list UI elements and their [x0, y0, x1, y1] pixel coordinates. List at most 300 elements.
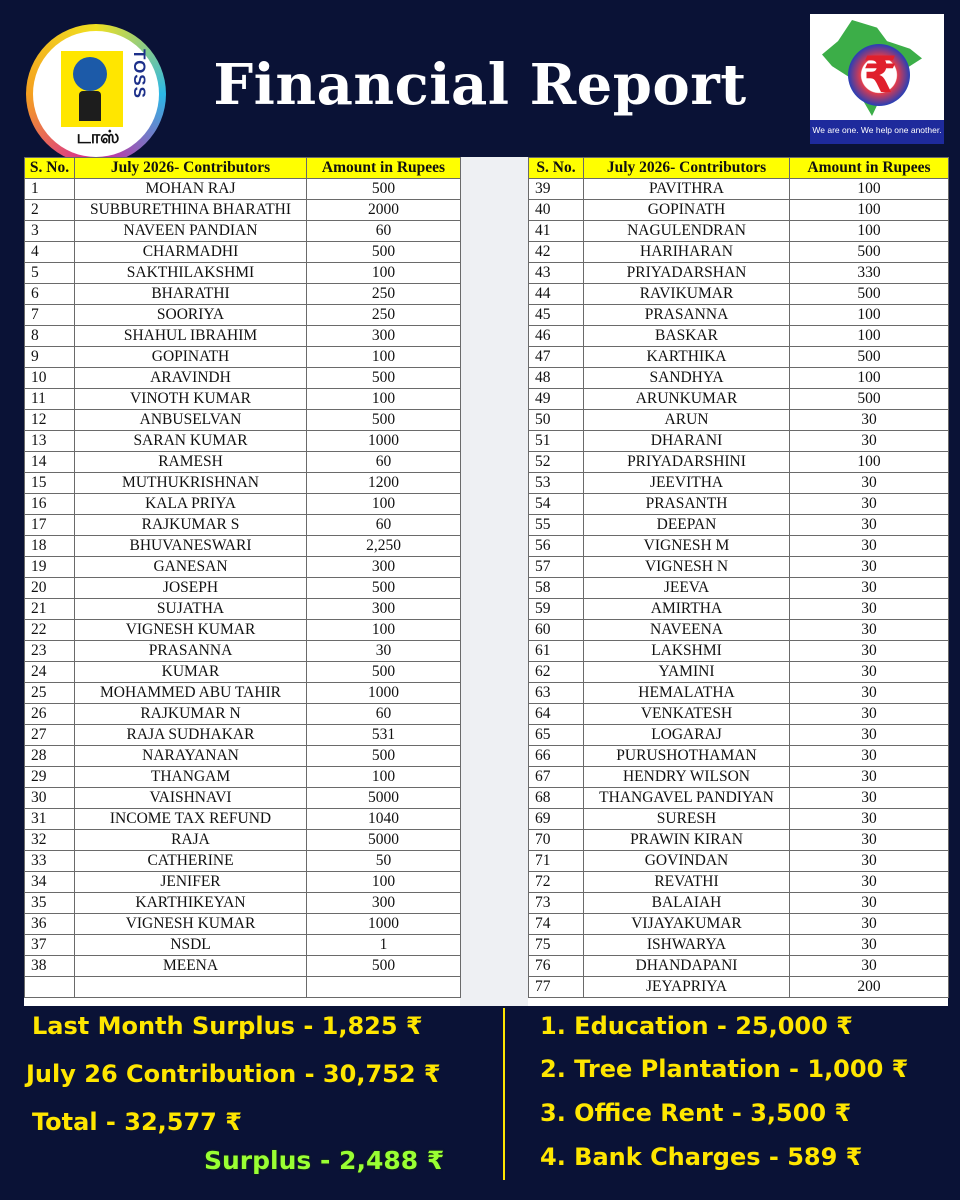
cell-sno: 28: [25, 746, 75, 767]
cell-sno: 58: [529, 578, 584, 599]
cell-contributor: GOPINATH: [584, 200, 790, 221]
cell-contributor: MOHAMMED ABU TAHIR: [75, 683, 307, 704]
table-row: [25, 536, 461, 557]
cell-contributor: JENIFER: [75, 872, 307, 893]
table-row: [25, 179, 461, 200]
cell-contributor: PRAWIN KIRAN: [584, 830, 790, 851]
cell-amount: 2,250: [307, 536, 461, 557]
cell-contributor: BALAIAH: [584, 893, 790, 914]
table-row: [25, 242, 461, 263]
table-row: [25, 347, 461, 368]
cell-contributor: PRASANTH: [584, 494, 790, 515]
table-row: [25, 851, 461, 872]
cell-contributor: INCOME TAX REFUND: [75, 809, 307, 830]
table-row: [529, 788, 949, 809]
cell-amount: 300: [307, 557, 461, 578]
toss-logo-text: TOSS: [130, 49, 149, 99]
table-row: [25, 410, 461, 431]
cell-sno: 71: [529, 851, 584, 872]
cell-contributor: VIGNESH KUMAR: [75, 620, 307, 641]
cell-sno: 23: [25, 641, 75, 662]
cell-amount: 30: [790, 872, 949, 893]
cell-amount: 30: [790, 725, 949, 746]
cell-contributor: NARAYANAN: [75, 746, 307, 767]
cell-amount: 30: [790, 536, 949, 557]
cell-amount: 500: [307, 242, 461, 263]
cell-contributor: PRIYADARSHAN: [584, 263, 790, 284]
table-row: [25, 263, 461, 284]
cell-sno: 66: [529, 746, 584, 767]
cell-contributor: ARAVINDH: [75, 368, 307, 389]
cell-amount: 1000: [307, 914, 461, 935]
total-amount: Total - 32,577 ₹: [32, 1108, 242, 1136]
cell-contributor: RAMESH: [75, 452, 307, 473]
last-month-surplus: Last Month Surplus - 1,825 ₹: [32, 1012, 423, 1040]
cell-contributor: DHARANI: [584, 431, 790, 452]
cell-sno: 17: [25, 515, 75, 536]
column-header-contributor: July 2026- Contributors: [584, 158, 790, 179]
cell-amount: 100: [790, 326, 949, 347]
cell-contributor: KARTHIKA: [584, 347, 790, 368]
cell-sno: 14: [25, 452, 75, 473]
cell-amount: 2000: [307, 200, 461, 221]
cell-amount: 500: [790, 284, 949, 305]
cell-contributor: HENDRY WILSON: [584, 767, 790, 788]
cell-sno: 30: [25, 788, 75, 809]
cell-sno: 24: [25, 662, 75, 683]
cell-amount: 60: [307, 221, 461, 242]
table-row: [25, 809, 461, 830]
table-row: [25, 389, 461, 410]
cell-amount: 30: [790, 956, 949, 977]
cell-contributor: GOPINATH: [75, 347, 307, 368]
cell-amount: 500: [790, 242, 949, 263]
cell-amount: 30: [790, 641, 949, 662]
cell-amount: 30: [790, 893, 949, 914]
cell-sno: 9: [25, 347, 75, 368]
cell-amount: 100: [790, 179, 949, 200]
table-row: [25, 767, 461, 788]
contributors-table-right: [528, 157, 949, 998]
cell-sno: 34: [25, 872, 75, 893]
table-row: [25, 746, 461, 767]
cell-contributor: MUTHUKRISHNAN: [75, 473, 307, 494]
cell-sno: 22: [25, 620, 75, 641]
cell-sno: 69: [529, 809, 584, 830]
cell-contributor: HARIHARAN: [584, 242, 790, 263]
cell-amount: 30: [790, 473, 949, 494]
table-row: [25, 494, 461, 515]
cell-amount: 30: [790, 557, 949, 578]
table-row: [25, 452, 461, 473]
cell-contributor: VIGNESH N: [584, 557, 790, 578]
expense-item: 3. Office Rent - 3,500 ₹: [540, 1099, 852, 1127]
expense-item: 2. Tree Plantation - 1,000 ₹: [540, 1055, 909, 1083]
table-row: [529, 725, 949, 746]
cell-amount: 30: [790, 431, 949, 452]
cell-amount: 60: [307, 515, 461, 536]
cell-sno: 27: [25, 725, 75, 746]
table-row: [529, 851, 949, 872]
cell-contributor: SHAHUL IBRAHIM: [75, 326, 307, 347]
table-row: [529, 935, 949, 956]
cell-sno: 60: [529, 620, 584, 641]
cell-amount: 500: [307, 368, 461, 389]
cell-amount: 30: [790, 704, 949, 725]
cell-contributor: VIGNESH KUMAR: [75, 914, 307, 935]
cell-contributor: RAJKUMAR N: [75, 704, 307, 725]
cell-sno: 76: [529, 956, 584, 977]
cell-amount: 500: [307, 662, 461, 683]
cell-contributor: VIJAYAKUMAR: [584, 914, 790, 935]
cell-sno: 38: [25, 956, 75, 977]
cell-sno: 55: [529, 515, 584, 536]
cell-contributor: SANDHYA: [584, 368, 790, 389]
spreadsheet-gap: [460, 157, 528, 1006]
table-row: [25, 683, 461, 704]
table-row: [529, 536, 949, 557]
cell-contributor: VAISHNAVI: [75, 788, 307, 809]
cell-amount: 1040: [307, 809, 461, 830]
cell-contributor: VENKATESH: [584, 704, 790, 725]
table-row: [25, 704, 461, 725]
cell-amount: 1200: [307, 473, 461, 494]
cell-sno: 39: [529, 179, 584, 200]
cell-contributor: HEMALATHA: [584, 683, 790, 704]
table-row: [25, 830, 461, 851]
table-row: [529, 893, 949, 914]
table-row: [529, 347, 949, 368]
table-row: [529, 641, 949, 662]
table-row: [529, 956, 949, 977]
cell-contributor: THANGAM: [75, 767, 307, 788]
cell-amount: 100: [307, 494, 461, 515]
cell-amount: 531: [307, 725, 461, 746]
rupee-logo: [810, 14, 944, 144]
table-row: [25, 893, 461, 914]
table-row: [529, 284, 949, 305]
cell-contributor: ARUN: [584, 410, 790, 431]
cell-amount: 50: [307, 851, 461, 872]
cell-amount: 100: [307, 767, 461, 788]
cell-contributor: KARTHIKEYAN: [75, 893, 307, 914]
cell-amount: 100: [307, 263, 461, 284]
cell-sno: 43: [529, 263, 584, 284]
cell-contributor: GOVINDAN: [584, 851, 790, 872]
table-row: [529, 704, 949, 725]
cell-contributor: SAKTHILAKSHMI: [75, 263, 307, 284]
cell-contributor: RAJA SUDHAKAR: [75, 725, 307, 746]
cell-amount: 30: [790, 914, 949, 935]
cell-sno: 21: [25, 599, 75, 620]
cell-sno: 35: [25, 893, 75, 914]
cell-amount: 1: [307, 935, 461, 956]
table-row: [25, 326, 461, 347]
cell-contributor: SUJATHA: [75, 599, 307, 620]
table-row: [529, 578, 949, 599]
cell-amount: 30: [790, 662, 949, 683]
cell-sno: 20: [25, 578, 75, 599]
cell-amount: 200: [790, 977, 949, 998]
column-header-contributor: July 2026- Contributors: [75, 158, 307, 179]
cell-sno: 8: [25, 326, 75, 347]
cell-amount: 100: [790, 305, 949, 326]
cell-sno: 7: [25, 305, 75, 326]
cell-amount: 1000: [307, 431, 461, 452]
column-header-amount: Amount in Rupees: [307, 158, 461, 179]
cell-sno: 65: [529, 725, 584, 746]
cell-contributor: SARAN KUMAR: [75, 431, 307, 452]
cell-amount: 300: [307, 326, 461, 347]
cell-sno: 19: [25, 557, 75, 578]
cell-sno: 15: [25, 473, 75, 494]
cell-amount: 30: [790, 683, 949, 704]
contributors-table-left: [24, 157, 461, 998]
table-row: [529, 746, 949, 767]
cell-amount: 500: [307, 956, 461, 977]
cell-sno: 31: [25, 809, 75, 830]
cell-sno: 64: [529, 704, 584, 725]
table-row: [529, 368, 949, 389]
cell-contributor: DEEPAN: [584, 515, 790, 536]
cell-amount: 30: [790, 851, 949, 872]
table-row: [529, 179, 949, 200]
table-header-row: [25, 158, 461, 179]
cell-sno: 52: [529, 452, 584, 473]
cell-amount: 500: [307, 410, 461, 431]
table-row: [529, 494, 949, 515]
cell-amount: 1000: [307, 683, 461, 704]
cell-amount: 250: [307, 305, 461, 326]
cell-contributor: JOSEPH: [75, 578, 307, 599]
table-row: [529, 683, 949, 704]
cell-sno: 11: [25, 389, 75, 410]
table-row: [25, 221, 461, 242]
cell-sno: 40: [529, 200, 584, 221]
cell-amount: 30: [790, 494, 949, 515]
cell-contributor: NSDL: [75, 935, 307, 956]
cell-amount: 60: [307, 452, 461, 473]
cell-sno: 32: [25, 830, 75, 851]
cell-amount: 330: [790, 263, 949, 284]
cell-sno: 77: [529, 977, 584, 998]
column-header-amount: Amount in Rupees: [790, 158, 949, 179]
cell-contributor: SOORIYA: [75, 305, 307, 326]
column-header-sno: S. No.: [25, 158, 75, 179]
table-row: [529, 473, 949, 494]
cell-contributor: VINOTH KUMAR: [75, 389, 307, 410]
toss-logo-tamil-text: டாஸ்: [76, 127, 120, 148]
cell-sno: 45: [529, 305, 584, 326]
cell-amount: 100: [790, 452, 949, 473]
cell-sno: 61: [529, 641, 584, 662]
cell-sno: 63: [529, 683, 584, 704]
table-row: [529, 263, 949, 284]
cell-sno: 70: [529, 830, 584, 851]
cell-sno: 44: [529, 284, 584, 305]
table-row: [529, 410, 949, 431]
cell-contributor: NAVEENA: [584, 620, 790, 641]
cell-sno: 57: [529, 557, 584, 578]
summary-divider: [503, 1008, 505, 1180]
cell-sno: 46: [529, 326, 584, 347]
table-row: [529, 431, 949, 452]
cell-sno: [25, 977, 75, 998]
cell-sno: 6: [25, 284, 75, 305]
table-row: [529, 977, 949, 998]
cell-amount: 30: [307, 641, 461, 662]
cell-amount: 100: [307, 389, 461, 410]
cell-sno: 54: [529, 494, 584, 515]
table-row: [25, 872, 461, 893]
cell-sno: 50: [529, 410, 584, 431]
cell-contributor: KUMAR: [75, 662, 307, 683]
cell-sno: 36: [25, 914, 75, 935]
cell-contributor: BHARATHI: [75, 284, 307, 305]
expense-item: 4. Bank Charges - 589 ₹: [540, 1143, 863, 1171]
cell-sno: 26: [25, 704, 75, 725]
cell-amount: 500: [790, 347, 949, 368]
cell-contributor: NAVEEN PANDIAN: [75, 221, 307, 242]
cell-sno: 16: [25, 494, 75, 515]
cell-amount: 30: [790, 788, 949, 809]
table-row: [529, 830, 949, 851]
cell-sno: 25: [25, 683, 75, 704]
cell-contributor: LOGARAJ: [584, 725, 790, 746]
cell-amount: 30: [790, 767, 949, 788]
table-row: [25, 641, 461, 662]
cell-sno: 68: [529, 788, 584, 809]
table-row: [529, 557, 949, 578]
table-row: [25, 725, 461, 746]
cell-amount: 100: [307, 872, 461, 893]
cell-sno: 56: [529, 536, 584, 557]
cell-amount: 30: [790, 515, 949, 536]
cell-amount: 30: [790, 830, 949, 851]
cell-amount: 100: [307, 347, 461, 368]
cell-amount: 30: [790, 935, 949, 956]
table-row: [529, 809, 949, 830]
cell-sno: 10: [25, 368, 75, 389]
cell-contributor: RAJA: [75, 830, 307, 851]
table-row: [529, 305, 949, 326]
cell-contributor: BASKAR: [584, 326, 790, 347]
cell-sno: 2: [25, 200, 75, 221]
cell-sno: 74: [529, 914, 584, 935]
cell-contributor: BHUVANESWARI: [75, 536, 307, 557]
cell-contributor: MEENA: [75, 956, 307, 977]
cell-sno: 37: [25, 935, 75, 956]
table-row: [25, 284, 461, 305]
cell-contributor: LAKSHMI: [584, 641, 790, 662]
table-row: [25, 473, 461, 494]
table-row: [25, 977, 461, 998]
cell-sno: 42: [529, 242, 584, 263]
cell-amount: 100: [790, 221, 949, 242]
cell-contributor: RAVIKUMAR: [584, 284, 790, 305]
cell-contributor: DHANDAPANI: [584, 956, 790, 977]
table-row: [529, 389, 949, 410]
cell-contributor: AMIRTHA: [584, 599, 790, 620]
cell-contributor: PRIYADARSHINI: [584, 452, 790, 473]
cell-contributor: JEEVA: [584, 578, 790, 599]
cell-amount: 100: [790, 200, 949, 221]
cell-amount: 30: [790, 578, 949, 599]
table-row: [529, 872, 949, 893]
cell-amount: 30: [790, 809, 949, 830]
cell-contributor: PRASANNA: [584, 305, 790, 326]
cell-amount: 30: [790, 599, 949, 620]
table-row: [25, 788, 461, 809]
table-row: [25, 578, 461, 599]
cell-sno: 62: [529, 662, 584, 683]
cell-contributor: ANBUSELVAN: [75, 410, 307, 431]
cell-sno: 73: [529, 893, 584, 914]
cell-sno: 67: [529, 767, 584, 788]
column-header-sno: S. No.: [529, 158, 584, 179]
cell-amount: 5000: [307, 788, 461, 809]
cell-amount: 30: [790, 746, 949, 767]
cell-contributor: PAVITHRA: [584, 179, 790, 200]
cell-amount: 30: [790, 410, 949, 431]
cell-sno: 12: [25, 410, 75, 431]
table-row: [25, 305, 461, 326]
cell-sno: 48: [529, 368, 584, 389]
cell-sno: 72: [529, 872, 584, 893]
cell-sno: 5: [25, 263, 75, 284]
cell-sno: 59: [529, 599, 584, 620]
cell-contributor: YAMINI: [584, 662, 790, 683]
table-row: [529, 326, 949, 347]
table-row: [25, 956, 461, 977]
table-row: [529, 914, 949, 935]
cell-amount: 500: [307, 179, 461, 200]
logo-tagline: We are one. We help one another.: [812, 125, 942, 135]
cell-contributor: JEYAPRIYA: [584, 977, 790, 998]
cell-contributor: JEEVITHA: [584, 473, 790, 494]
cell-contributor: [75, 977, 307, 998]
cell-sno: 1: [25, 179, 75, 200]
table-row: [529, 221, 949, 242]
cell-contributor: ISHWARYA: [584, 935, 790, 956]
cell-contributor: VIGNESH M: [584, 536, 790, 557]
cell-contributor: REVATHI: [584, 872, 790, 893]
cell-contributor: SUBBURETHINA BHARATHI: [75, 200, 307, 221]
table-row: [25, 935, 461, 956]
table-row: [529, 200, 949, 221]
table-row: [25, 620, 461, 641]
table-row: [25, 431, 461, 452]
table-row: [25, 368, 461, 389]
table-row: [25, 599, 461, 620]
cell-contributor: MOHAN RAJ: [75, 179, 307, 200]
cell-amount: 100: [790, 368, 949, 389]
cell-amount: 500: [307, 746, 461, 767]
cell-contributor: NAGULENDRAN: [584, 221, 790, 242]
cell-contributor: PRASANNA: [75, 641, 307, 662]
cell-contributor: PURUSHOTHAMAN: [584, 746, 790, 767]
cell-sno: 29: [25, 767, 75, 788]
cell-sno: 51: [529, 431, 584, 452]
cell-sno: 47: [529, 347, 584, 368]
cell-contributor: CATHERINE: [75, 851, 307, 872]
cell-sno: 49: [529, 389, 584, 410]
table-header-row: [529, 158, 949, 179]
expense-item: 1. Education - 25,000 ₹: [540, 1012, 853, 1040]
cell-amount: 500: [307, 578, 461, 599]
cell-sno: 3: [25, 221, 75, 242]
cell-contributor: THANGAVEL PANDIYAN: [584, 788, 790, 809]
